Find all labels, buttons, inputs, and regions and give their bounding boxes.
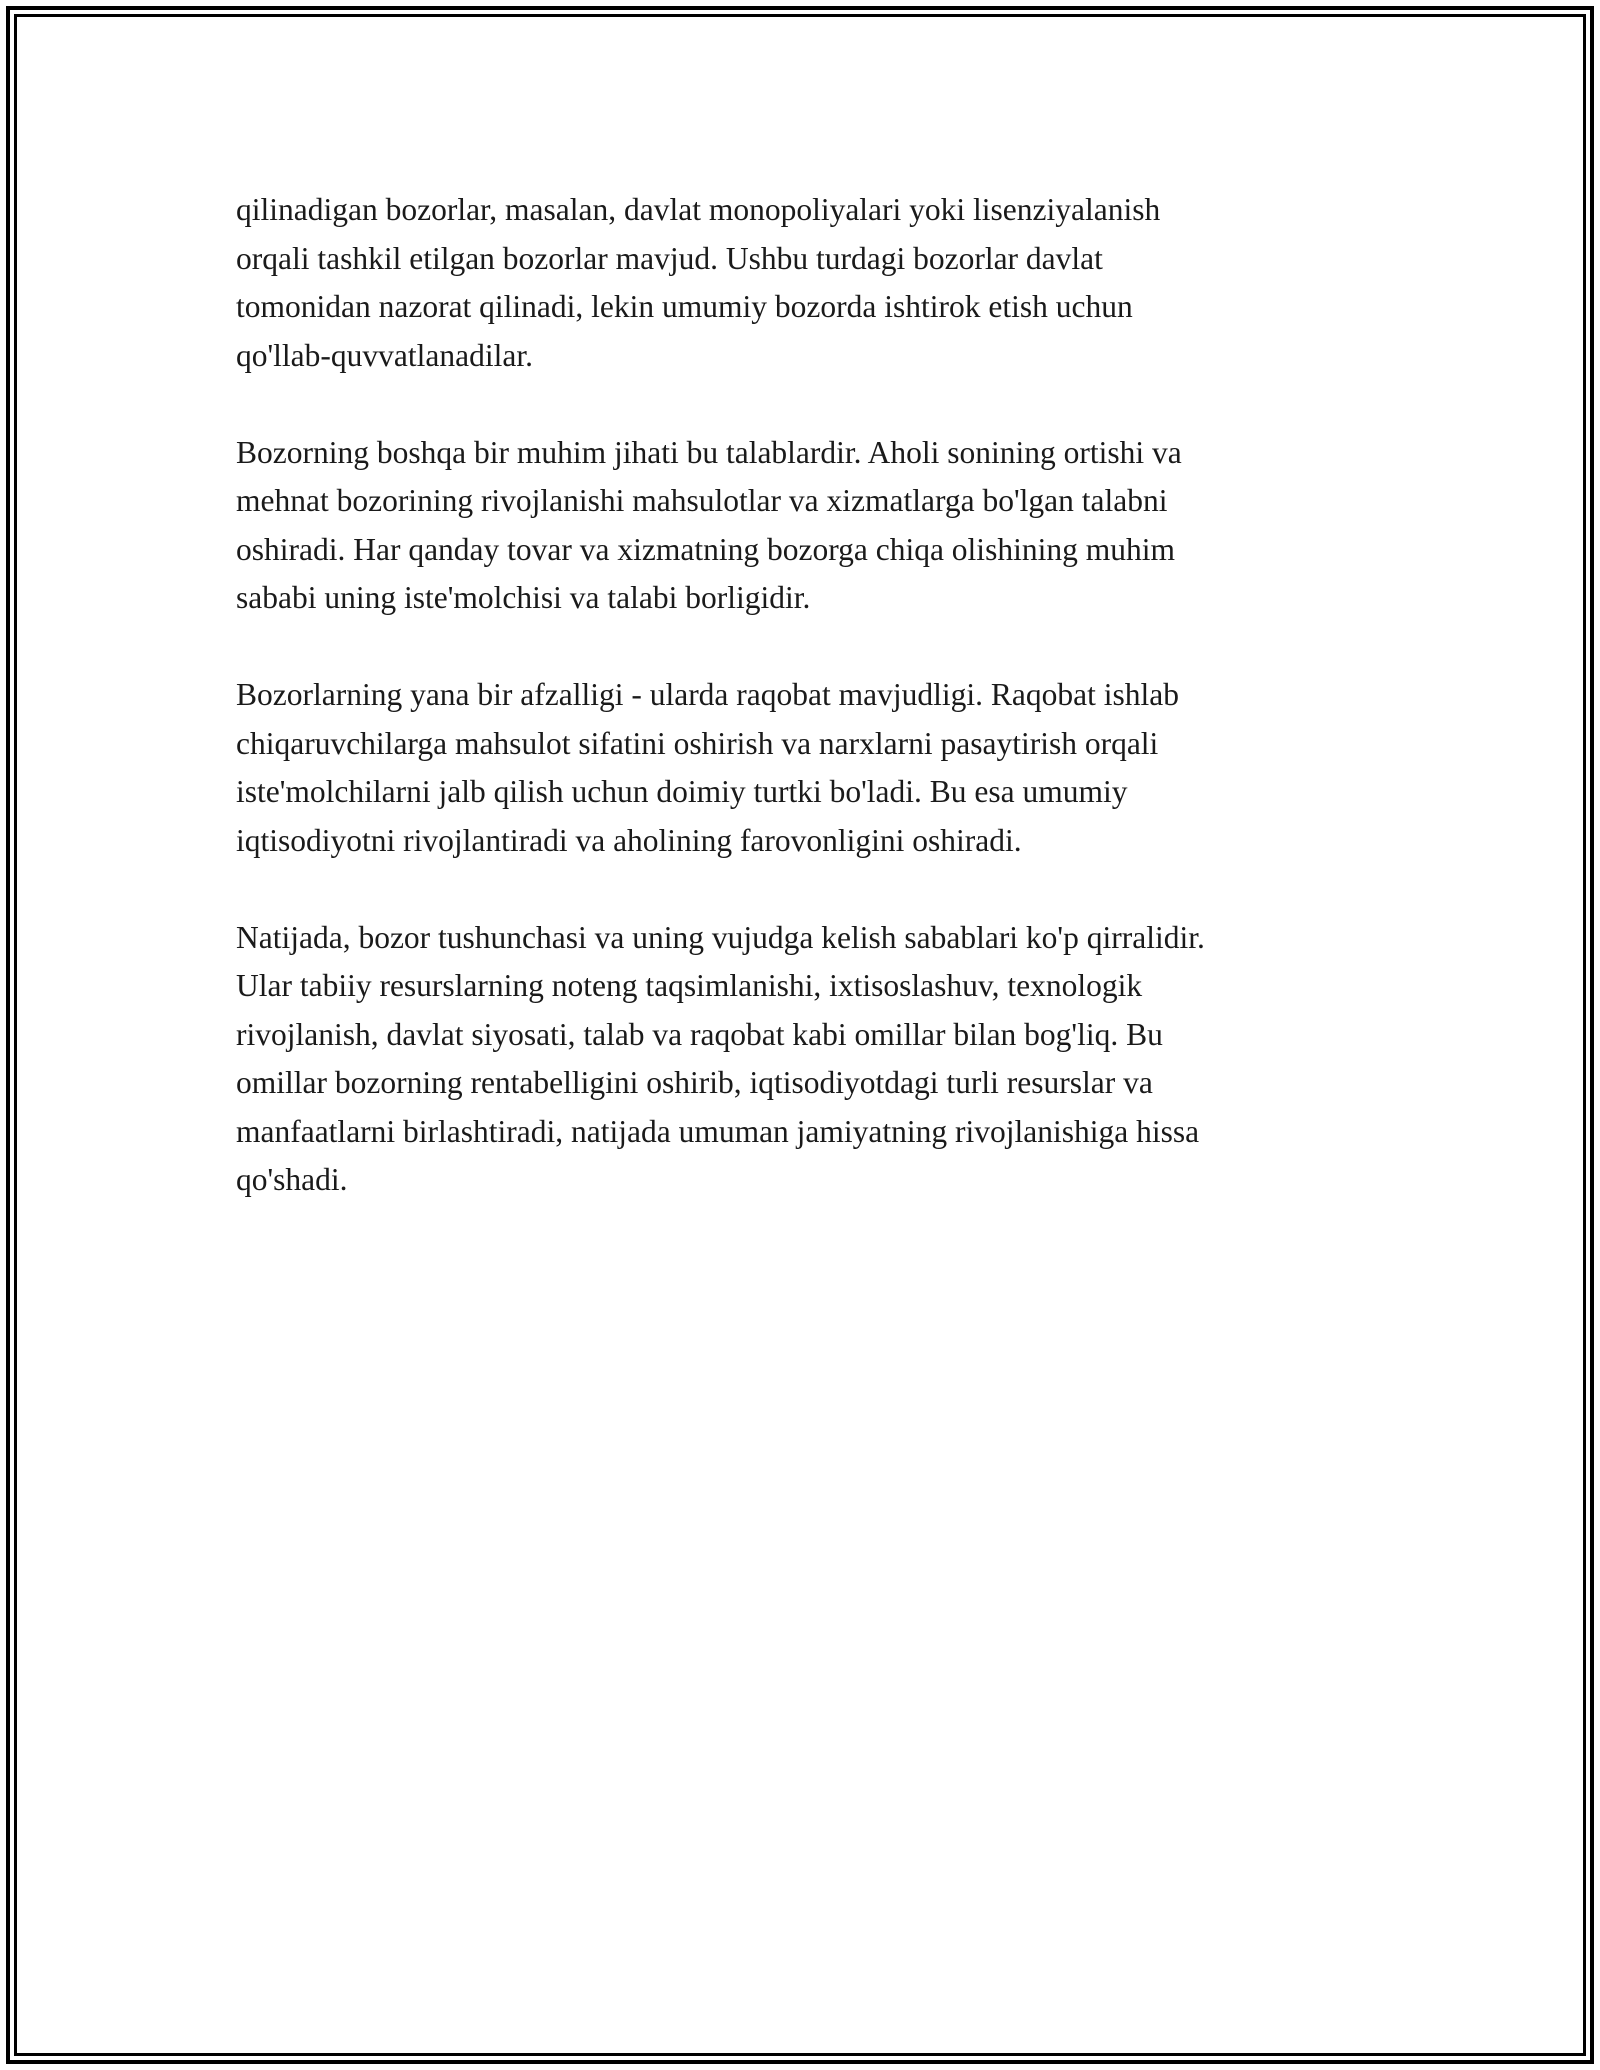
- text-line: qilinadigan bozorlar, masalan, davlat monopoliyalari yoki lisenziyalanish: [236, 192, 1161, 227]
- text-line: iste'molchilarni jalb qilish uchun doimiy turtki bo'ladi. Bu esa umumiy: [236, 774, 1128, 809]
- text-line: Ular tabiiy resurslarning noteng taqsimlanishi, ixtisoslashuv, texnologik: [236, 968, 1143, 1003]
- paragraph-2: [236, 429, 1386, 623]
- text-line: orqali tashkil etilgan bozorlar mavjud. Ushbu turdagi bozorlar davlat: [236, 240, 1103, 276]
- text-line: mehnat bozorining rivojlanishi mahsulotlar va xizmatlarga bo'lgan talabni: [236, 483, 1168, 518]
- text-line: sababi uning iste'molchisi va talabi borligidir.: [236, 580, 811, 615]
- text-line: qo'shadi.: [236, 1162, 348, 1197]
- paragraph-4: [236, 914, 1386, 1205]
- text-line: rivojlanish, davlat siyosati, talab va raqobat kabi omillar bilan bog'liq. Bu: [236, 1016, 1163, 1052]
- text-line: Bozorning boshqa bir muhim jihati bu talablardir. Aholi sonining ortishi va: [236, 434, 1182, 470]
- text-line: chiqaruvchilarga mahsulot sifatini oshirish va narxlarni pasaytirish orqali: [236, 725, 1159, 761]
- text-line: oshiradi. Har qanday tovar va xizmatning bozorga chiqa olishining muhim: [236, 531, 1175, 567]
- text-line: Bozorlarning yana bir afzalligi - ularda raqobat mavjudligi. Raqobat ishlab: [236, 677, 1179, 712]
- text-line: qo'llab-quvvatlanadilar.: [236, 337, 533, 373]
- text-line: tomonidan nazorat qilinadi, lekin umumiy bozorda ishtirok etish uchun: [236, 289, 1133, 324]
- text-line: omillar bozorning rentabelligini oshirib, iqtisodiyotdagi turli resurslar va: [236, 1065, 1153, 1100]
- paragraph-3: [236, 671, 1386, 865]
- document-body: [236, 186, 1386, 1253]
- text-line: Natijada, bozor tushunchasi va uning vujudga kelish sabablari ko'p qirralidir.: [236, 919, 1205, 955]
- text-line: manfaatlarni birlashtiradi, natijada umuman jamiyatning rivojlanishiga hissa: [236, 1113, 1200, 1149]
- text-line: iqtisodiyotni rivojlantiradi va aholining farovonligini oshiradi.: [236, 822, 1022, 858]
- paragraph-1: [236, 186, 1386, 380]
